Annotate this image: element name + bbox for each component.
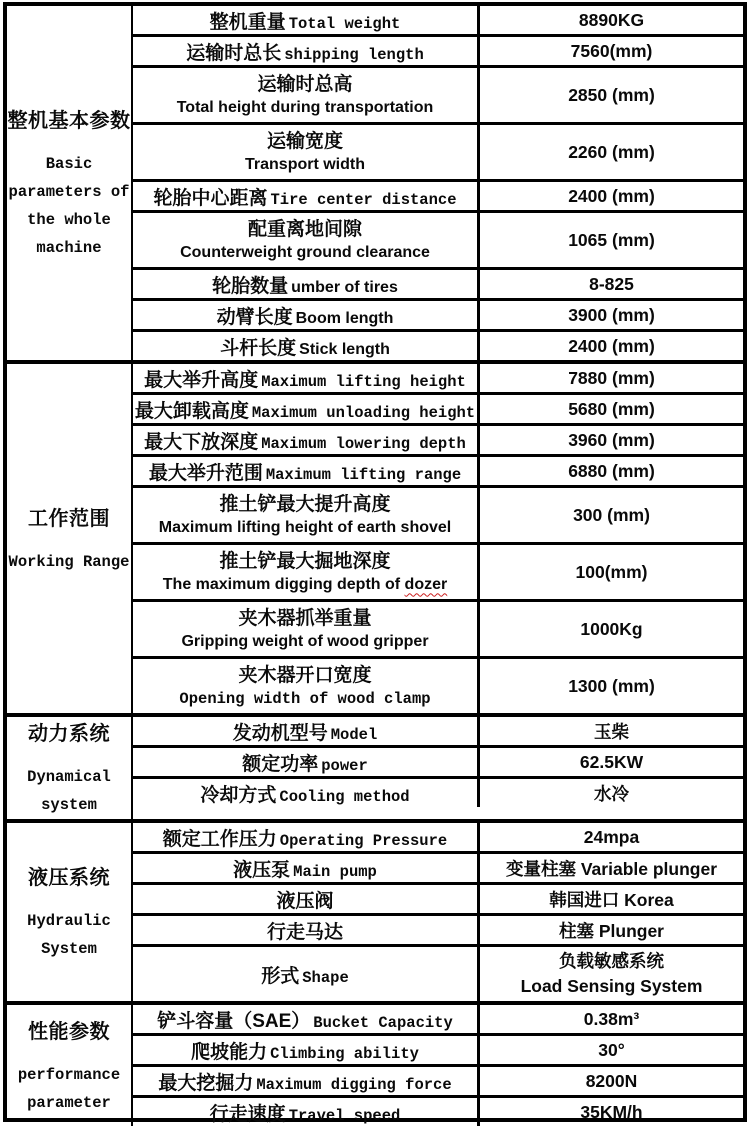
param-cell — [133, 602, 480, 656]
param-cell — [133, 823, 480, 851]
param-label-zh: 发动机型号 — [232, 722, 328, 744]
param-label-zh: 整机重量 — [209, 11, 286, 33]
param-label-zh: 运输时总长 — [186, 42, 282, 64]
param-label-en: Maximum lifting height of earth shovel — [158, 518, 452, 536]
spec-row — [133, 745, 743, 776]
spec-row — [133, 454, 743, 485]
param-label — [163, 824, 447, 851]
param-label-zh: 斗杆长度 — [220, 337, 297, 359]
spec-rows — [133, 1005, 743, 1126]
category-cell — [7, 364, 133, 713]
param-label-zh: 液压阀 — [276, 890, 334, 912]
category-label-en-line: parameters of — [8, 183, 130, 201]
param-label — [261, 961, 349, 988]
param-label — [144, 427, 466, 454]
spec-row — [133, 1005, 743, 1033]
param-label-en: Maximum lifting range — [265, 465, 462, 484]
param-cell — [133, 1098, 480, 1126]
spec-row — [133, 6, 743, 34]
param-label-en: umber of tires — [291, 278, 398, 296]
param-label — [233, 855, 377, 882]
spec-rows — [133, 717, 743, 819]
category-label-en-line: parameter — [27, 1093, 111, 1112]
category-label-en — [27, 763, 111, 819]
param-label — [276, 886, 333, 913]
param-label-en — [163, 574, 447, 596]
spec-rows — [133, 364, 743, 713]
param-label-en: Operating Pressure — [279, 831, 448, 850]
param-cell — [133, 6, 480, 34]
param-label-zh: 推土铲最大提升高度 — [219, 493, 391, 515]
param-label-zh: 配重离地间隙 — [247, 218, 362, 240]
category-label-zh: 性能参数 — [28, 1020, 110, 1043]
param-label-en: Climbing ability — [270, 1044, 419, 1063]
value-cell: 2260 (mm) — [568, 141, 655, 162]
param-label — [157, 1006, 453, 1033]
param-label — [191, 1037, 419, 1064]
param-label-zh: 最大挖掘力 — [158, 1072, 254, 1094]
value-cell: 7880 (mm) — [568, 367, 655, 388]
category-label-en-line: Hydraulic — [27, 912, 111, 930]
param-label-zh: 额定工作压力 — [162, 828, 277, 850]
param-label — [200, 780, 409, 807]
param-cell — [133, 457, 480, 485]
param-label-zh: 轮胎数量 — [212, 275, 289, 297]
param-label-zh: 铲斗容量（SAE） — [157, 1010, 311, 1032]
param-cell — [133, 68, 480, 122]
value-cell: 3960 (mm) — [568, 429, 655, 450]
spec-row — [133, 267, 743, 298]
spec-row — [133, 34, 743, 65]
spec-row — [133, 656, 743, 713]
spec-table — [3, 2, 747, 1125]
spec-section — [7, 360, 743, 713]
param-cell — [133, 37, 480, 65]
param-label — [233, 718, 378, 745]
spec-row — [133, 599, 743, 656]
spec-row — [133, 882, 743, 913]
value-cell: 韩国进口 Korea — [549, 889, 674, 910]
param-label-en: Maximum lifting height — [261, 372, 466, 391]
spec-row — [133, 1033, 743, 1064]
param-cell — [133, 364, 480, 392]
param-cell — [133, 1036, 480, 1064]
param-cell — [133, 1067, 480, 1095]
spec-row — [133, 298, 743, 329]
param-label-en-text: The maximum digging depth of — [162, 575, 405, 593]
spec-row — [133, 392, 743, 423]
param-label-en: Stick length — [299, 340, 390, 358]
param-label-zh: 夹木器抓举重量 — [238, 607, 372, 629]
param-cell — [133, 488, 480, 542]
spec-rows — [133, 6, 743, 360]
param-cell — [133, 916, 480, 944]
param-label — [212, 271, 398, 298]
param-label-zh: 推土铲最大掘地深度 — [219, 550, 391, 572]
param-label — [144, 365, 466, 392]
param-label-en: Travel speed — [288, 1106, 401, 1125]
param-label-en: Shape — [302, 968, 349, 987]
param-label — [242, 749, 368, 776]
category-label-en — [18, 1061, 120, 1117]
category-label-en-line: Dynamical — [27, 768, 111, 786]
param-label — [210, 7, 401, 34]
spec-row — [133, 1095, 743, 1126]
category-label-en-line: machine — [36, 239, 102, 257]
value-cell: 8-825 — [589, 273, 634, 294]
param-label-zh: 行走速度 — [209, 1103, 286, 1125]
param-label-en: Gripping weight of wood gripper — [181, 632, 429, 650]
spec-row — [133, 423, 743, 454]
param-label-zh: 最大举升范围 — [148, 462, 263, 484]
param-cell — [133, 332, 480, 360]
param-label-en: Maximum lowering depth — [261, 434, 466, 453]
value-line: 负载敏感系统 — [559, 951, 664, 971]
category-label-en-line: Working Range — [8, 552, 130, 571]
value-cell: 变量柱塞 Variable plunger — [505, 858, 718, 879]
param-label-zh: 运输宽度 — [266, 130, 343, 152]
param-label-en: shipping length — [284, 45, 424, 64]
category-label-en-line: performance — [17, 1065, 121, 1084]
value-cell: 3900 (mm) — [568, 304, 655, 325]
value-cell: 1300 (mm) — [568, 675, 655, 696]
param-label-en: Counterweight ground clearance — [180, 243, 430, 261]
param-label-zh: 液压泵 — [233, 859, 291, 881]
param-cell — [133, 1005, 480, 1033]
param-label-en: Maximum digging force — [256, 1075, 452, 1094]
value-cell: 5680 (mm) — [568, 398, 655, 419]
spec-row — [133, 65, 743, 122]
param-label-en: Maximum unloading height — [251, 403, 476, 422]
param-cell — [133, 270, 480, 298]
spec-section — [7, 819, 743, 1001]
param-cell — [133, 854, 480, 882]
param-label — [149, 458, 461, 485]
category-cell — [7, 6, 133, 360]
param-label-zh: 爬坡能力 — [191, 1041, 268, 1063]
param-label-en: Main pump — [293, 862, 377, 881]
param-label-zh: 轮胎中心距离 — [153, 187, 268, 209]
param-label-zh: 最大下放深度 — [144, 431, 259, 453]
value-cell: 7560(mm) — [570, 40, 653, 61]
param-cell — [133, 748, 480, 776]
spec-row — [133, 944, 743, 1001]
value-cell: 6880 (mm) — [568, 460, 655, 481]
value-cell: 30° — [598, 1039, 625, 1060]
param-cell — [133, 545, 480, 599]
value-cell: 35KM/h — [580, 1101, 643, 1122]
misspelled-word: dozer — [404, 575, 448, 593]
category-label-zh: 整机基本参数 — [7, 110, 131, 132]
param-cell — [133, 301, 480, 329]
param-label — [210, 1099, 401, 1126]
spec-row — [133, 179, 743, 210]
value-cell: 8200N — [585, 1070, 638, 1091]
category-label-en — [9, 548, 130, 576]
value-cell: 0.38m³ — [583, 1008, 640, 1029]
param-label-zh: 行走马达 — [266, 921, 343, 943]
value-cell: 2400 (mm) — [568, 185, 655, 206]
spec-row — [133, 485, 743, 542]
param-label-zh: 形式 — [261, 965, 300, 987]
param-label-en: Cooling method — [279, 787, 410, 806]
param-label-zh: 最大举升高度 — [144, 369, 259, 391]
param-label-en: Boom length — [295, 309, 394, 327]
value-cell — [480, 947, 743, 1001]
spec-row — [133, 122, 743, 179]
value-line: Load Sensing System — [520, 976, 703, 996]
value-cell: 2400 (mm) — [568, 335, 655, 356]
value-cell: 玉柴 — [594, 721, 629, 742]
param-label — [267, 917, 343, 944]
category-cell — [7, 823, 133, 1001]
param-label-en: Transport width — [245, 155, 365, 173]
param-label-zh: 动臂长度 — [216, 306, 293, 328]
spec-row — [133, 823, 743, 851]
category-label-en-line: the whole — [27, 211, 111, 229]
category-label-zh: 液压系统 — [28, 867, 110, 889]
param-label — [217, 302, 394, 329]
spec-rows — [133, 823, 743, 1001]
param-label — [220, 333, 390, 360]
spec-row — [133, 851, 743, 882]
param-cell — [133, 717, 480, 745]
param-label-en: power — [321, 756, 368, 775]
param-label-zh: 运输时总高 — [257, 73, 353, 95]
spec-section — [7, 6, 743, 360]
param-cell — [133, 659, 480, 713]
value-cell: 8890KG — [578, 9, 645, 30]
spec-section — [7, 1001, 743, 1126]
category-cell — [7, 717, 133, 819]
category-label-en — [27, 907, 111, 963]
category-label-en-line: Basic — [45, 155, 93, 173]
value-cell: 300 (mm) — [573, 504, 650, 525]
param-cell — [133, 213, 480, 267]
param-label-en: Bucket Capacity — [313, 1013, 453, 1032]
param-label-zh: 夹木器开口宽度 — [238, 664, 372, 686]
param-label-en: Total height during transportation — [176, 98, 434, 116]
category-label-en-line: System — [41, 940, 97, 958]
value-cell: 柱塞 Plunger — [558, 920, 664, 941]
value-cell: 100(mm) — [575, 561, 648, 582]
param-cell — [133, 182, 480, 210]
category-cell — [7, 1005, 133, 1126]
spec-row — [133, 364, 743, 392]
spec-row — [133, 329, 743, 360]
param-cell — [133, 125, 480, 179]
category-label-en-line: system — [41, 796, 97, 814]
category-label-en — [9, 150, 130, 262]
param-label-zh: 额定功率 — [242, 753, 319, 775]
value-cell: 1065 (mm) — [568, 229, 655, 250]
param-label — [153, 183, 456, 210]
param-label-en: Model — [330, 725, 378, 744]
param-cell — [133, 885, 480, 913]
value-cell: 62.5KW — [579, 751, 644, 772]
spec-row — [133, 717, 743, 745]
param-label-en: Total weight — [288, 14, 401, 33]
param-label-en: Opening width of wood clamp — [179, 689, 431, 708]
param-label — [186, 38, 424, 65]
category-label-zh: 动力系统 — [28, 723, 110, 745]
value-cell: 1000Kg — [580, 618, 643, 639]
param-label-zh: 最大卸载高度 — [134, 400, 249, 422]
param-cell — [133, 779, 480, 807]
spec-section — [7, 713, 743, 819]
category-label-zh: 工作范围 — [28, 507, 110, 530]
spec-row — [133, 210, 743, 267]
spec-row — [133, 776, 743, 807]
param-cell — [133, 947, 480, 1001]
value-cell: 2850 (mm) — [568, 84, 655, 105]
value-cell: 水冷 — [594, 783, 629, 804]
param-cell — [133, 395, 480, 423]
spec-row — [133, 1064, 743, 1095]
value-cell: 24mpa — [583, 826, 640, 847]
param-label-zh: 冷却方式 — [200, 784, 277, 806]
param-label-en: Tire center distance — [270, 190, 457, 209]
spec-row — [133, 913, 743, 944]
param-cell — [133, 426, 480, 454]
param-label — [158, 1068, 451, 1095]
spec-row — [133, 542, 743, 599]
param-label — [135, 396, 475, 423]
